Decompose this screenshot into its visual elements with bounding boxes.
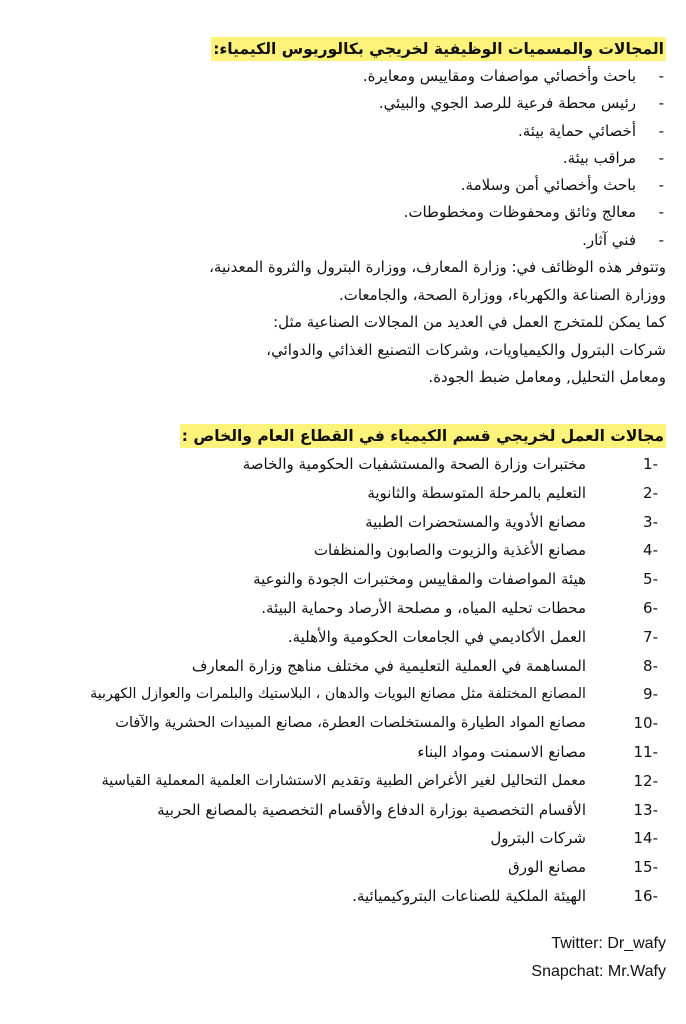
list-item: 8- المساهمة في العملية التعليمية في مختلف مناهج وزارة المعارف: [191, 656, 658, 675]
list-item: - معالج وثائق ومحفوظات ومخطوطات.: [403, 203, 664, 222]
list-item: 14- شركات البترول: [490, 829, 658, 848]
list-item: 2- التعليم بالمرحلة المتوسطة والثانوية: [367, 483, 658, 502]
section-heading-job-titles: المجالات والمسميات الوظيفية لخريجي بكالوريوس الكيمياء:: [211, 37, 666, 61]
list-item: - فني آثار.: [582, 230, 664, 249]
availability-paragraph: [16, 254, 666, 392]
list-item: 15- مصانع الورق: [508, 858, 658, 877]
list-item: - رئيس محطة فرعية للرصد الجوي والبيئي.: [378, 94, 664, 113]
work-fields-list: [16, 450, 666, 911]
section-heading-work-fields: مجالات العمل لخريجي قسم الكيمياء في القطاع العام والخاص :: [180, 424, 666, 448]
list-item: 9- المصانع المختلفة مثل مصانع البويات والدهان ، البلاستيك والبلمرات والعوازل الكهربية: [90, 685, 658, 704]
list-item: 5- هيئة المواصفات والمقاييس ومختبرات الجودة والنوعية: [253, 570, 658, 589]
list-item: - باحث وأخصائي مواصفات ومقاييس ومعايرة.: [362, 67, 664, 85]
list-item: 1- مختبرات وزارة الصحة والمستشفيات الحكومية والخاصة: [242, 455, 658, 473]
list-item: 11- مصانع الاسمنت ومواد البناء: [417, 742, 658, 761]
social-handles: [531, 930, 666, 986]
list-item: 12- معمل التحاليل لغير الأغراض الطبية وتقديم الاستشارات العلمية المعملية القياسية: [101, 771, 658, 790]
list-item: 6- محطات تحليه المياه، و مصلحة الأرصاد وحماية البيئة.: [261, 598, 658, 617]
snapchat-handle: Snapchat: Mr.Wafy: [531, 963, 666, 980]
list-item: 16- الهيئة الملكية للصناعات البتروكيميائية.: [352, 886, 658, 905]
list-item: 7- العمل الأكاديمي في الجامعات الحكومية والأهلية.: [287, 627, 658, 646]
list-item: 10- مصانع المواد الطيارة والمستخلصات العطرة، مصانع المبيدات الحشرية والآفات: [115, 714, 658, 733]
list-item: - أخصائي حماية بيئة.: [517, 121, 664, 140]
list-item: 13- الأقسام التخصصية بوزارة الدفاع والأقسام التخصصية بالمصانع الحربية: [157, 800, 658, 819]
paragraph-line: ووزارة الصناعة والكهرباء، ووزارة الصحة، والجامعات.: [338, 285, 666, 304]
list-item: - باحث وأخصائي أمن وسلامة.: [460, 176, 664, 195]
list-item: 4- مصانع الأغذية والزيوت والصابون والمنظفات: [313, 541, 658, 560]
twitter-handle: Twitter: Dr_wafy: [551, 935, 666, 952]
paragraph-line: شركات البترول والكيمياويات، وشركات التصنيع الغذائي والدوائي،: [266, 340, 666, 359]
job-titles-list: [16, 63, 666, 254]
list-item: 3- مصانع الأدوية والمستحضرات الطبية: [365, 512, 658, 531]
paragraph-line: ومعامل التحليل, ومعامل ضبط الجودة.: [428, 368, 666, 387]
section-work-fields: [16, 424, 666, 911]
section-job-titles: [16, 37, 666, 392]
paragraph-line: كما يمكن للمتخرج العمل في العديد من المجالات الصناعية مثل:: [273, 313, 666, 332]
paragraph-line: وتتوفر هذه الوظائف في: وزارة المعارف، ووزارة البترول والثروة المعدنية،: [209, 258, 666, 277]
list-item: - مراقب بيئة.: [562, 148, 664, 167]
